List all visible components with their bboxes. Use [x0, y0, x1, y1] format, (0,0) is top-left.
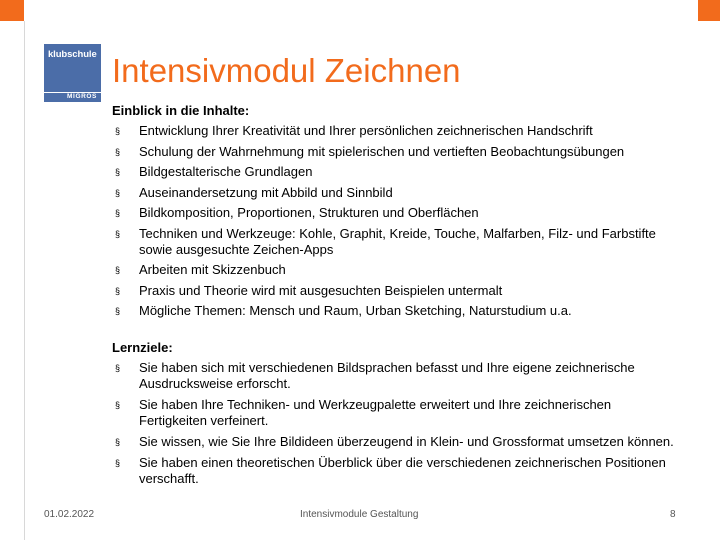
- bullet-icon: §: [115, 285, 121, 296]
- bullet-icon: §: [115, 363, 121, 373]
- bullet-icon: §: [115, 167, 121, 177]
- bullet-icon: §: [115, 265, 121, 275]
- klubschule-logo: [44, 44, 101, 102]
- list-item: [112, 164, 682, 180]
- page-title: Intensivmodul Zeichnen: [112, 52, 461, 89]
- list-item: [112, 360, 682, 392]
- list-item: [112, 226, 682, 258]
- list-item-text: Sie haben sich mit verschiedenen Bildsprachen befasst und Ihre eigene zeichnerische Ausdrucksweise erforscht.: [139, 360, 635, 391]
- list-item-text: Sie wissen, wie Sie Ihre Bildideen überzeugend in Klein- und Grossformat umsetzen können.: [139, 434, 674, 449]
- bullet-icon: §: [115, 400, 121, 410]
- top-bar-gap: [24, 0, 698, 21]
- list-item-text: Techniken und Werkzeuge: Kohle, Graphit, Kreide, Touche, Malfarben, Filz- und Farbstifte sowie ausgesuchte Zeichen-Apps: [139, 225, 656, 257]
- bullet-icon: §: [115, 306, 121, 316]
- list-item: [112, 397, 682, 429]
- page-number: 8: [670, 509, 676, 520]
- bullet-icon: §: [115, 458, 121, 468]
- list-item-text: Bildgestalterische Grundlagen: [139, 164, 313, 179]
- list-item: [112, 123, 682, 139]
- list-item-text: Bildkomposition, Proportionen, Strukturen und Oberflächen: [139, 205, 479, 220]
- list-item-text: Sie haben Ihre Techniken- und Werkzeugpalette erweitert und Ihre zeichnerischen Fertigkeiten verfeinert.: [139, 397, 612, 428]
- bullet-icon: §: [115, 187, 121, 198]
- list-item-text: Entwicklung Ihrer Kreativität und Ihrer persönlichen zeichnerischen Handschrift: [139, 123, 593, 138]
- list-item-text: Praxis und Theorie wird mit ausgesuchten Beispielen untermalt: [139, 282, 503, 298]
- bullet-icon: §: [115, 126, 121, 136]
- list-item: [112, 303, 682, 319]
- list-item: [112, 434, 682, 450]
- list-item-text: Arbeiten mit Skizzenbuch: [139, 262, 286, 277]
- list-item: [112, 205, 682, 221]
- list-item-text: Mögliche Themen: Mensch und Raum, Urban Sketching, Naturstudium u.a.: [139, 303, 572, 318]
- list-item: [112, 185, 682, 201]
- footer-date: 01.02.2022: [44, 509, 95, 520]
- top-accent-bar: [0, 0, 720, 21]
- goals-list: [112, 360, 682, 492]
- list-item: [112, 455, 682, 487]
- left-margin-rule: [24, 21, 25, 540]
- bullet-icon: §: [115, 146, 121, 157]
- bullet-icon: §: [115, 228, 121, 239]
- list-item: [112, 283, 682, 299]
- section-heading-goals: Lernziele:: [112, 340, 173, 355]
- list-item-text: Schulung der Wahrnehmung mit spielerischen und vertieften Beobachtungsübungen: [139, 143, 625, 159]
- logo-sub: MIGROS: [67, 93, 97, 100]
- bullet-icon: §: [115, 437, 121, 447]
- section-heading-contents: Einblick in die Inhalte:: [112, 103, 250, 118]
- footer-title: Intensivmodule Gestaltung: [300, 509, 419, 520]
- logo-brand: klubschule: [48, 49, 97, 60]
- contents-list: [112, 123, 682, 324]
- list-item: [112, 262, 682, 278]
- list-item-text: Auseinandersetzung mit Abbild und Sinnbild: [139, 184, 393, 200]
- bullet-icon: §: [115, 208, 121, 218]
- list-item: [112, 144, 682, 160]
- list-item-text: Sie haben einen theoretischen Überblick über die verschiedenen zeichnerischen Positionen verschafft.: [139, 455, 666, 486]
